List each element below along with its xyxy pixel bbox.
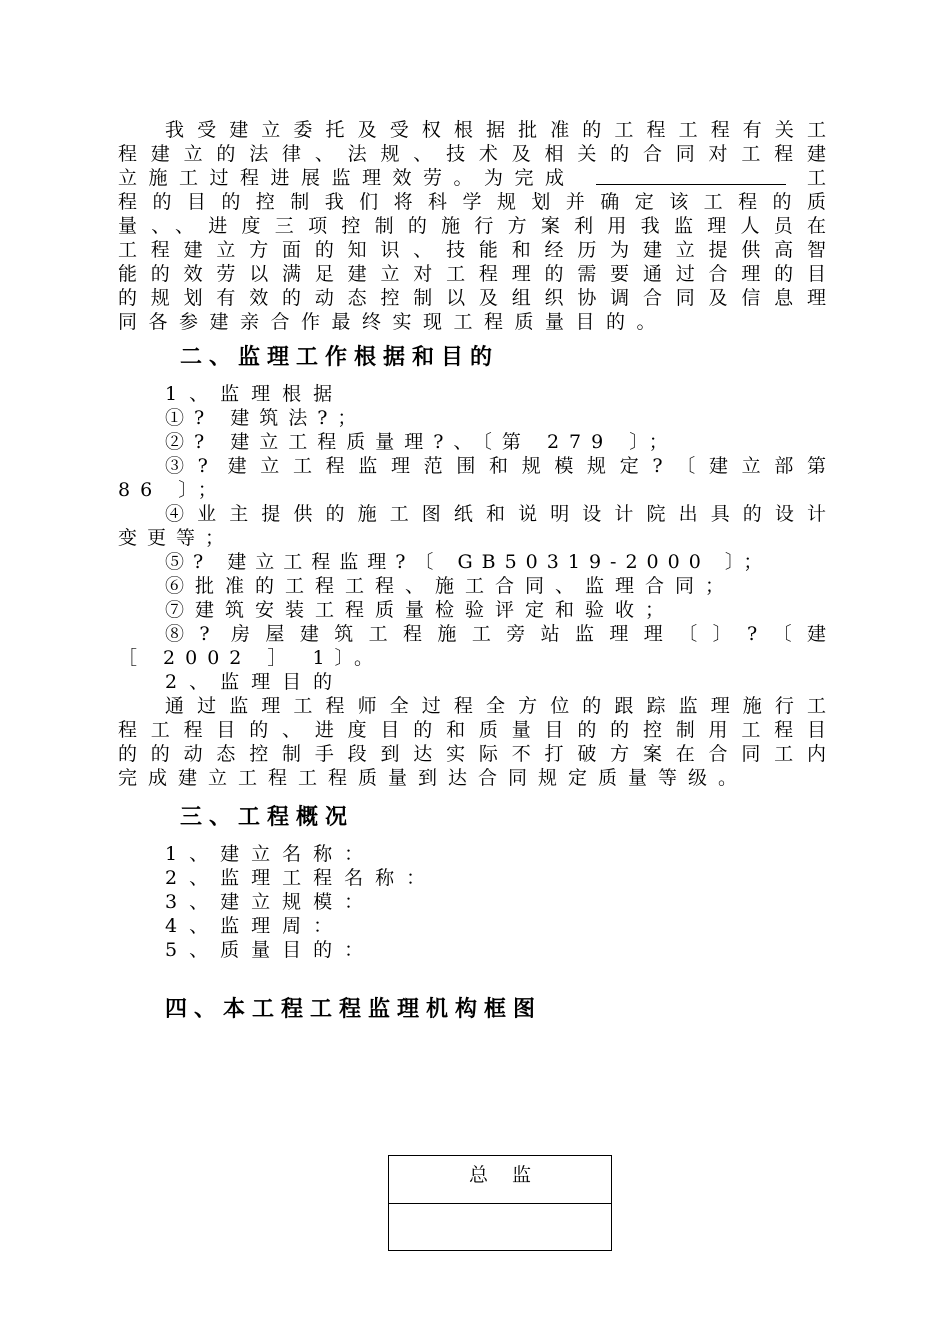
basis-item-8-cont: ［ 2002 ］ 1〕。	[118, 647, 384, 669]
basis-item-6: ⑥批准的工程工程、施工合同、监理合同；	[165, 575, 736, 597]
intro-line-3	[118, 166, 826, 190]
intro-line-8: 的规划有效的动态控制以及组织协调合同及信息理	[118, 287, 826, 309]
purpose-line-1: 通过监理工程师全过程全方位的跟踪监理施行工	[165, 695, 826, 717]
overview-item-3: 3、建立规模：	[165, 891, 376, 913]
intro-line-9: 同各参建亲合作最终实现工程质量目的。	[118, 311, 668, 333]
intro-line-5: 量、、进度三项控制的施行方案利用我监理人员在	[118, 215, 826, 237]
basis-item-4: ④业主提供的施工图纸和说明设计院出具的设计	[165, 503, 826, 525]
intro-line-7: 能的效劳以满足建立对工程理的需要通过合理的目	[118, 263, 826, 285]
basis-item-3-cont: 86 〕；	[118, 479, 227, 501]
intro-paragraph	[118, 118, 826, 334]
section3-heading: 三、工程概况	[180, 805, 355, 830]
overview-item-5: 5、质量目的：	[165, 939, 376, 961]
section2-body	[118, 382, 826, 790]
section4-heading: 四、本工程工程监理机构框图	[165, 997, 543, 1022]
basis-item-5: ⑤? 建立工程监理?〔 GB50319-2000 〕；	[165, 551, 772, 573]
purpose-line-4: 完成建立工程工程质量到达合同规定质量等级。	[118, 767, 749, 789]
section2-heading: 二、监理工作根据和目的	[180, 345, 500, 370]
org-chart-box	[388, 1155, 612, 1251]
overview-item-4: 4、监理周：	[165, 915, 345, 937]
basis-item-8: ⑧? 房屋建筑工程施工旁站监理理〔〕?〔建	[165, 623, 826, 645]
overview-item-1: 1、建立名称：	[165, 843, 376, 865]
basis-item-3: ③? 建立工程监理范围和规模规定?〔建立部第	[165, 455, 826, 477]
intro-line-3-tail: 工	[806, 167, 826, 189]
intro-line-2: 程建立的法律、法规、技术及相关的合同对工程建	[118, 143, 826, 165]
intro-line-4: 程的目的控制我们将科学规划并确定该工程的质	[118, 191, 826, 213]
purpose-title: 2、监理目的	[165, 671, 345, 693]
purpose-line-2: 程工程目的、进度目的和质量目的的控制用工程目	[118, 719, 826, 741]
purpose-line-3: 的的动态控制手段到达实际不打破方案在合同工内	[118, 743, 826, 765]
org-chart-chief-label: 总监	[389, 1156, 611, 1204]
overview-item-2: 2、监理工程名称：	[165, 867, 438, 889]
intro-line-6: 工程建立方面的知识、技能和经历为建立提供高智	[118, 239, 826, 261]
fill-in-blank	[596, 166, 786, 185]
basis-item-7: ⑦建筑安装工程质量检验评定和验收；	[165, 599, 676, 621]
basis-item-4-cont: 变更等；	[118, 527, 235, 549]
intro-line-1: 我受建立委托及受权根据批准的工程工程有关工	[165, 119, 826, 141]
intro-line-3-text: 立施工过程进展监理效劳。为完成	[118, 167, 576, 189]
basis-item-1: ①? 建筑法?；	[165, 407, 367, 429]
basis-title: 1、监理根据	[165, 383, 345, 405]
basis-item-2: ②? 建立工程质量理?、〔第 279 〕；	[165, 431, 678, 453]
section3-body	[118, 842, 826, 962]
